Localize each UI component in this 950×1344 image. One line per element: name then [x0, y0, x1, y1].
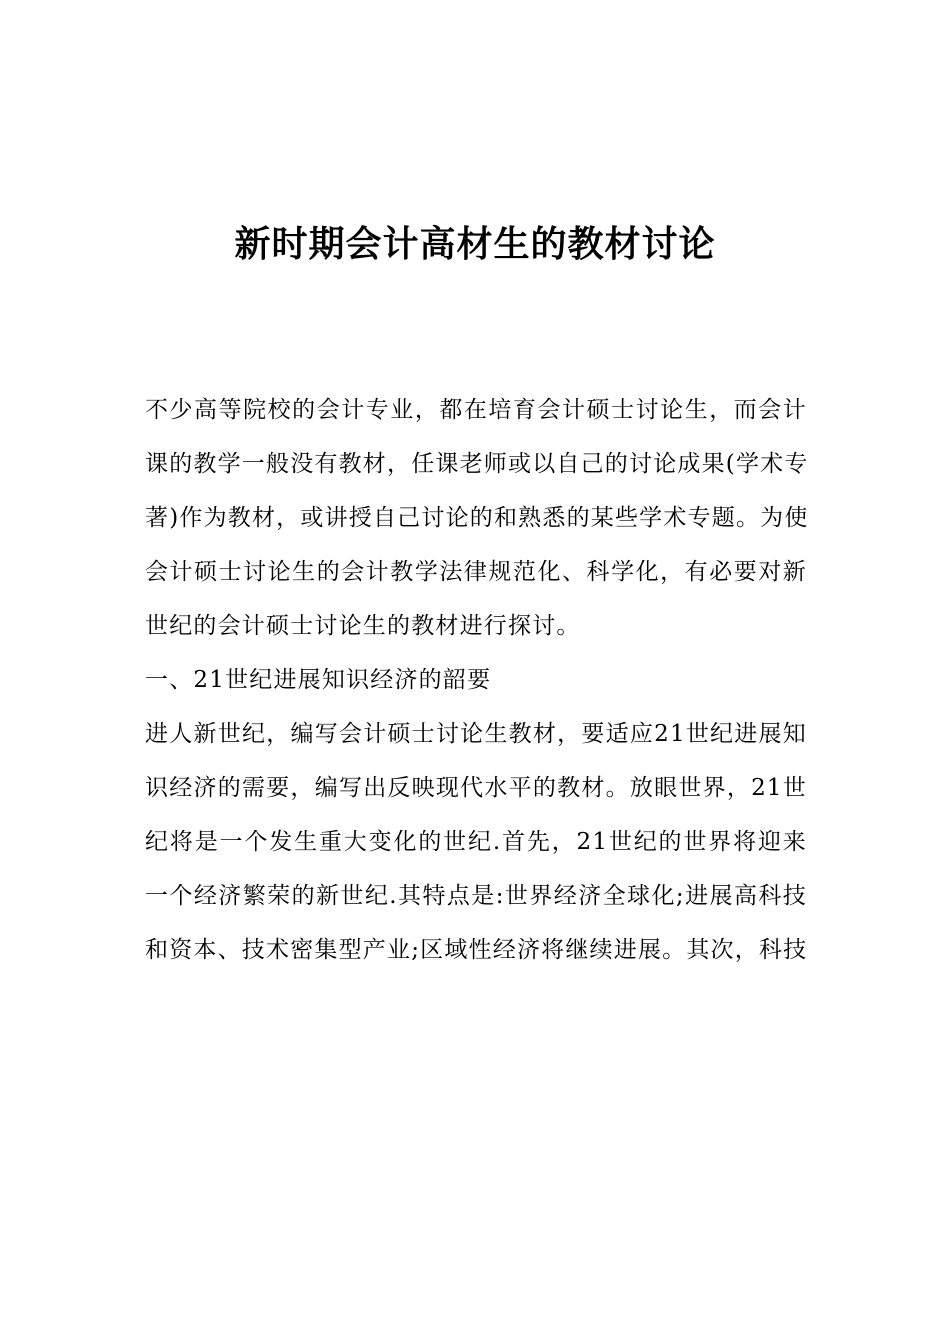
paragraph-section-1 — [145, 707, 807, 977]
text-line: 课的教学一般没有教材，任课老师或以自己的讨论成果(学术专 — [145, 451, 809, 477]
text-line: 进人新世纪，编写会计硕士讨论生教材，要适应21世纪进展知 — [145, 721, 807, 747]
text-line: 世纪的会计硕士讨论生的教材进行探讨。 — [145, 613, 581, 639]
document-body — [145, 383, 807, 977]
text-line: 和资本、技术密集型产业;区域性经济将继续进展。其次，科技 — [145, 937, 808, 963]
text-line: 会计硕士讨论生的会计教学法律规范化、科学化，有必要对新 — [145, 559, 807, 585]
section-heading: 一、21世纪进展知识经济的韶要 — [145, 667, 492, 693]
text-line: 纪将是一个发生重大变化的世纪.首先，21世纪的世界将迎来 — [145, 829, 807, 855]
text-line: 著)作为教材，或讲授自己讨论的和熟悉的某些学术专题。为使 — [145, 505, 809, 531]
text-line: 不少高等院校的会计专业，都在培育会计硕士讨论生，而会计 — [145, 397, 807, 423]
document-title: 新时期会计高材生的教材讨论 — [234, 224, 716, 265]
text-line: 一个经济繁荣的新世纪.其特点是:世界经济全球化;进展高科技 — [145, 883, 807, 909]
text-line: 识经济的需要，编写出反映现代水平的教材。放眼世界，21世 — [145, 775, 807, 801]
paragraph-intro — [145, 383, 807, 653]
